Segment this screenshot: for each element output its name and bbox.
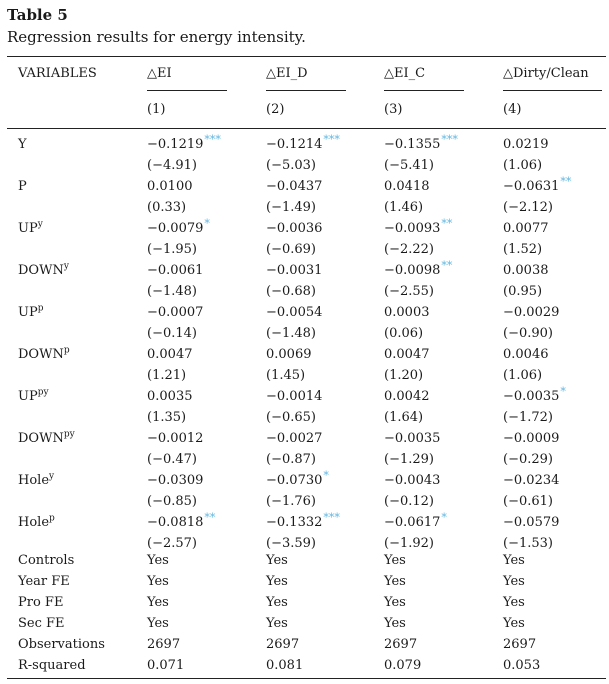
coefficient-cell	[147, 431, 203, 446]
coefficient-value: −0.0036	[266, 221, 323, 236]
variable-name	[18, 473, 54, 488]
variable-name	[18, 221, 43, 236]
coefficient-cell	[266, 389, 322, 404]
coefficient-value: −0.0043	[384, 473, 441, 488]
stat-value: 2697	[384, 637, 418, 652]
variable-name	[18, 179, 27, 194]
stat-value: 2697	[266, 637, 300, 652]
stat-label: Pro FE	[18, 595, 64, 610]
stat-label: Sec FE	[18, 616, 65, 631]
coefficient-value: −0.0818	[147, 515, 204, 530]
coefficient-cell	[147, 473, 203, 488]
t-statistic: (1.06)	[503, 368, 543, 383]
coefficient-cell	[384, 132, 458, 152]
coefficient-cell	[503, 431, 559, 446]
t-statistic: (−5.03)	[266, 158, 316, 173]
coefficient-value: 0.0047	[147, 347, 193, 362]
variable-name	[18, 137, 27, 152]
t-statistic: (−0.90)	[503, 326, 553, 341]
coefficient-cell	[147, 179, 193, 194]
stat-value: Yes	[147, 595, 169, 610]
variable-name	[18, 389, 49, 404]
variable-label: DOWN	[18, 347, 64, 362]
coefficient-value: −0.0029	[503, 305, 560, 320]
stat-value: Yes	[503, 595, 525, 610]
coefficient-cell	[266, 305, 322, 320]
stat-value: Yes	[384, 616, 406, 631]
delta-symbol: △	[503, 66, 513, 81]
table-caption: Regression results for energy intensity.	[7, 28, 306, 46]
variable-label: UP	[18, 305, 38, 320]
column-number: (3)	[384, 102, 403, 117]
stat-value: Yes	[384, 553, 406, 568]
coefficient-value: −0.0007	[147, 305, 204, 320]
coefficient-value: 0.0035	[147, 389, 193, 404]
coefficient-value: −0.0730	[266, 473, 323, 488]
stat-value: Yes	[147, 616, 169, 631]
coefficient-value: 0.0047	[384, 347, 430, 362]
coefficient-value: −0.1355	[384, 137, 441, 152]
coefficient-value: −0.0014	[266, 389, 323, 404]
t-statistic: (1.35)	[147, 410, 187, 425]
stat-value: Yes	[266, 553, 288, 568]
coefficient-value: 0.0069	[266, 347, 312, 362]
coefficient-cell	[266, 221, 322, 236]
column-header	[503, 66, 589, 81]
stat-value: 0.081	[266, 658, 304, 673]
coefficient-value: 0.0100	[147, 179, 193, 194]
coefficient-value: −0.1332	[266, 515, 323, 530]
t-statistic: (−1.92)	[384, 536, 434, 551]
coefficient-value: −0.0031	[266, 263, 323, 278]
t-statistic: (−0.61)	[503, 494, 553, 509]
significance-stars: ***	[204, 132, 221, 146]
column-number: (1)	[147, 102, 166, 117]
t-statistic: (−0.69)	[266, 242, 316, 257]
t-statistic: (0.95)	[503, 284, 543, 299]
column-number: (2)	[266, 102, 285, 117]
coefficient-value: −0.0061	[147, 263, 204, 278]
coefficient-value: −0.0579	[503, 515, 560, 530]
t-statistic: (−0.47)	[147, 452, 197, 467]
coefficient-cell	[147, 389, 193, 404]
column-number: (4)	[503, 102, 522, 117]
variable-label: Hole	[18, 515, 50, 530]
coefficient-cell	[503, 137, 549, 152]
delta-symbol: △	[266, 66, 276, 81]
stat-value: Yes	[147, 553, 169, 568]
stat-value: 2697	[503, 637, 537, 652]
coefficient-cell	[503, 384, 566, 404]
column-header-underline	[266, 90, 346, 91]
significance-stars: *	[323, 468, 329, 482]
coefficient-cell	[147, 263, 203, 278]
delta-symbol: △	[147, 66, 157, 81]
coefficient-value: 0.0418	[384, 179, 430, 194]
variable-label: Y	[18, 137, 27, 152]
variable-name	[18, 515, 55, 530]
coefficient-value: −0.1219	[147, 137, 204, 152]
stat-value: Yes	[503, 616, 525, 631]
coefficient-value: −0.0079	[147, 221, 204, 236]
significance-stars: **	[204, 510, 216, 524]
t-statistic: (1.20)	[384, 368, 424, 383]
t-statistic: (−0.12)	[384, 494, 434, 509]
t-statistic: (−1.76)	[266, 494, 316, 509]
t-statistic: (−1.53)	[503, 536, 553, 551]
t-statistic: (1.64)	[384, 410, 424, 425]
coefficient-cell	[266, 132, 340, 152]
column-header-underline	[503, 90, 602, 91]
coefficient-cell	[384, 216, 453, 236]
coefficient-cell	[503, 174, 572, 194]
column-name: EI	[157, 66, 172, 81]
variable-name	[18, 431, 75, 446]
column-header	[266, 66, 308, 81]
variable-superscript: y	[49, 471, 55, 482]
t-statistic: (−5.41)	[384, 158, 434, 173]
coefficient-cell	[266, 347, 312, 362]
t-statistic: (1.06)	[503, 158, 543, 173]
variable-superscript: p	[37, 303, 44, 314]
coefficient-value: −0.0437	[266, 179, 323, 194]
stat-value: Yes	[147, 574, 169, 589]
stat-value: Yes	[503, 553, 525, 568]
stat-value: 0.079	[384, 658, 422, 673]
column-header-underline	[147, 90, 227, 91]
variable-superscript: y	[63, 261, 69, 272]
variable-label: UP	[18, 221, 38, 236]
t-statistic: (−1.29)	[384, 452, 434, 467]
t-statistic: (1.52)	[503, 242, 543, 257]
column-name: EI_D	[276, 66, 308, 81]
stat-value: Yes	[266, 616, 288, 631]
coefficient-cell	[384, 347, 430, 362]
t-statistic: (−2.55)	[384, 284, 434, 299]
coefficient-value: 0.0003	[384, 305, 430, 320]
t-statistic: (−0.14)	[147, 326, 197, 341]
t-statistic: (−2.57)	[147, 536, 197, 551]
coefficient-cell	[384, 179, 430, 194]
variable-superscript: p	[49, 513, 55, 524]
coefficient-value: −0.1214	[266, 137, 323, 152]
variables-header: VARIABLES	[18, 66, 97, 81]
t-statistic: (−0.65)	[266, 410, 316, 425]
t-statistic: (−2.22)	[384, 242, 434, 257]
stat-value: Yes	[503, 574, 525, 589]
variable-name	[18, 263, 69, 278]
coefficient-value: −0.0035	[384, 431, 441, 446]
significance-stars: **	[560, 174, 572, 188]
table-label: Table 5	[7, 6, 68, 24]
coefficient-value: 0.0046	[503, 347, 549, 362]
column-header	[147, 66, 172, 81]
coefficient-value: 0.0038	[503, 263, 549, 278]
coefficient-cell	[384, 431, 440, 446]
variable-superscript: py	[63, 429, 75, 440]
coefficient-cell	[503, 515, 559, 530]
coefficient-cell	[266, 179, 322, 194]
column-header	[384, 66, 425, 81]
t-statistic: (−1.49)	[266, 200, 316, 215]
stat-value: Yes	[384, 574, 406, 589]
stat-value: Yes	[266, 595, 288, 610]
coefficient-cell	[384, 305, 430, 320]
t-statistic: (−1.72)	[503, 410, 553, 425]
column-name: EI_C	[394, 66, 426, 81]
coefficient-value: −0.0035	[503, 389, 560, 404]
t-statistic: (−2.12)	[503, 200, 553, 215]
coefficient-cell	[266, 431, 322, 446]
coefficient-value: −0.0631	[503, 179, 560, 194]
t-statistic: (−0.29)	[503, 452, 553, 467]
coefficient-cell	[503, 221, 549, 236]
t-statistic: (1.46)	[384, 200, 424, 215]
t-statistic: (−0.68)	[266, 284, 316, 299]
significance-stars: *	[560, 384, 566, 398]
coefficient-cell	[266, 468, 329, 488]
significance-stars: ***	[323, 510, 340, 524]
t-statistic: (−1.48)	[266, 326, 316, 341]
coefficient-value: −0.0234	[503, 473, 560, 488]
variable-label: DOWN	[18, 263, 64, 278]
t-statistic: (−0.87)	[266, 452, 316, 467]
header-bottom-rule	[7, 128, 606, 129]
variable-label: Hole	[18, 473, 50, 488]
coefficient-cell	[384, 473, 440, 488]
bottom-rule	[7, 678, 606, 679]
coefficient-value: −0.0093	[384, 221, 441, 236]
coefficient-cell	[384, 258, 453, 278]
t-statistic: (0.06)	[384, 326, 424, 341]
coefficient-cell	[384, 510, 447, 530]
coefficient-value: −0.0617	[384, 515, 441, 530]
coefficient-cell	[503, 305, 559, 320]
coefficient-value: 0.0077	[503, 221, 549, 236]
stat-value: Yes	[384, 595, 406, 610]
t-statistic: (−1.48)	[147, 284, 197, 299]
stat-value: Yes	[266, 574, 288, 589]
variable-superscript: p	[63, 345, 70, 356]
stat-label: Observations	[18, 637, 105, 652]
stat-value: 0.071	[147, 658, 185, 673]
t-statistic: (1.21)	[147, 368, 187, 383]
delta-symbol: △	[384, 66, 394, 81]
significance-stars: **	[441, 258, 453, 272]
coefficient-cell	[384, 389, 430, 404]
t-statistic: (1.45)	[266, 368, 306, 383]
significance-stars: **	[441, 216, 453, 230]
coefficient-value: 0.0219	[503, 137, 549, 152]
variable-label: DOWN	[18, 431, 64, 446]
coefficient-cell	[266, 510, 340, 530]
significance-stars: *	[441, 510, 447, 524]
significance-stars: *	[204, 216, 210, 230]
t-statistic: (−0.85)	[147, 494, 197, 509]
coefficient-cell	[503, 347, 549, 362]
t-statistic: (−1.95)	[147, 242, 197, 257]
coefficient-value: −0.0009	[503, 431, 560, 446]
stat-label: Year FE	[18, 574, 70, 589]
variable-superscript: y	[37, 219, 43, 230]
coefficient-cell	[147, 305, 203, 320]
coefficient-cell	[503, 263, 549, 278]
coefficient-cell	[503, 473, 559, 488]
stat-label: Controls	[18, 553, 75, 568]
variable-name	[18, 347, 70, 362]
coefficient-value: −0.0098	[384, 263, 441, 278]
coefficient-cell	[147, 510, 216, 530]
stat-value: 0.053	[503, 658, 541, 673]
t-statistic: (−3.59)	[266, 536, 316, 551]
variable-label: P	[18, 179, 27, 194]
variable-name	[18, 305, 43, 320]
coefficient-cell	[147, 132, 221, 152]
variable-superscript: py	[37, 387, 49, 398]
variable-label: UP	[18, 389, 38, 404]
t-statistic: (0.33)	[147, 200, 187, 215]
t-statistic: (−4.91)	[147, 158, 197, 173]
coefficient-value: −0.0012	[147, 431, 204, 446]
top-rule	[7, 56, 606, 57]
coefficient-value: −0.0027	[266, 431, 323, 446]
column-header-underline	[384, 90, 464, 91]
column-name: Dirty/Clean	[513, 66, 589, 81]
stat-value: 2697	[147, 637, 181, 652]
coefficient-value: −0.0309	[147, 473, 204, 488]
coefficient-value: −0.0054	[266, 305, 323, 320]
coefficient-cell	[266, 263, 322, 278]
significance-stars: ***	[441, 132, 458, 146]
stat-label: R-squared	[18, 658, 86, 673]
coefficient-cell	[147, 347, 193, 362]
coefficient-value: 0.0042	[384, 389, 430, 404]
significance-stars: ***	[323, 132, 340, 146]
coefficient-cell	[147, 216, 210, 236]
